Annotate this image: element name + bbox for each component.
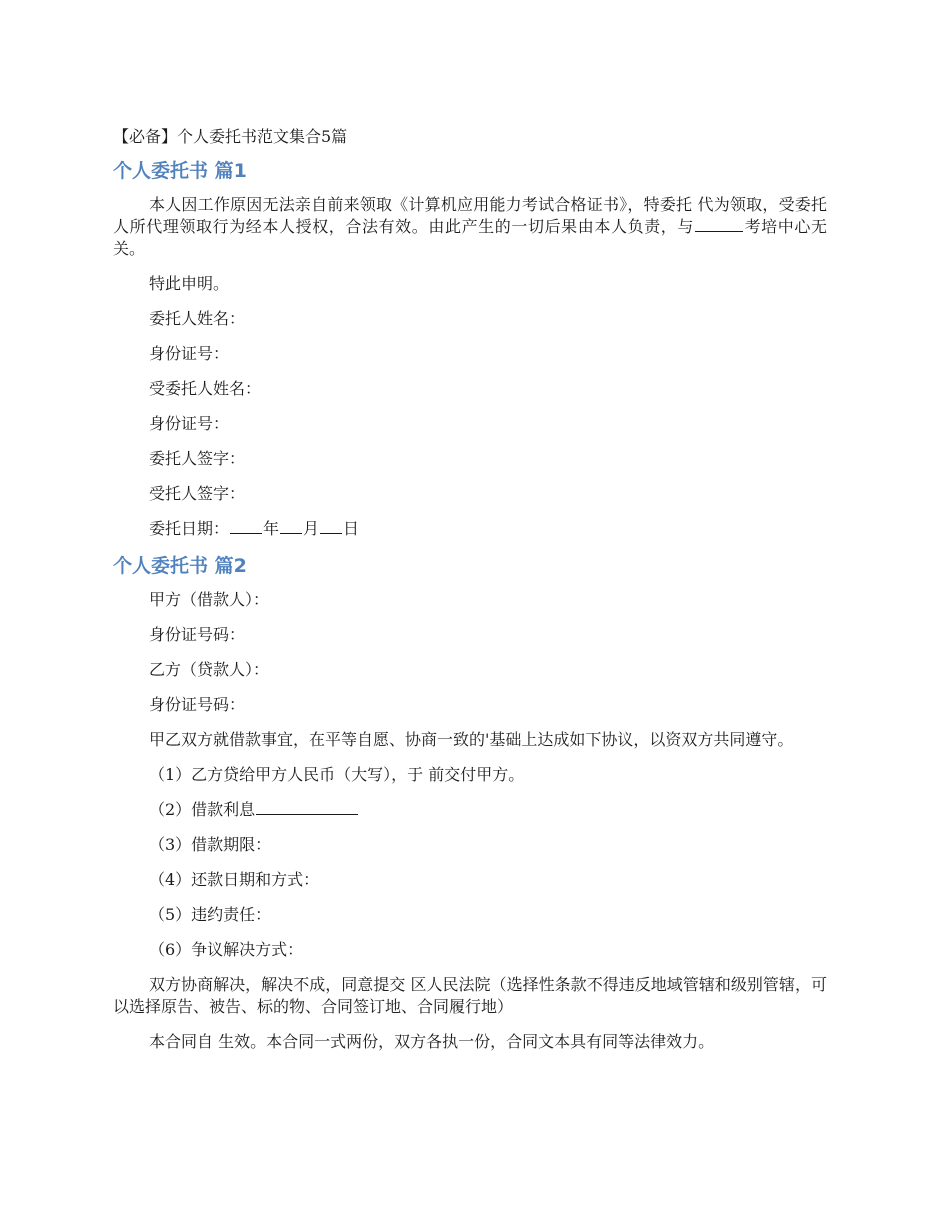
document-title: 【必备】个人委托书范文集合5篇 xyxy=(113,127,348,146)
authorization-text-end: 考培中心无关。 xyxy=(113,217,827,258)
agent-name-line: 受委托人姓名： xyxy=(149,379,262,398)
blank-field xyxy=(695,216,743,232)
date-label: 委托日期： xyxy=(149,519,230,538)
section-heading-2: 个人委托书 篇2 xyxy=(113,555,247,577)
clause-1: （1）乙方贷给甲方人民币（大写），于 前交付甲方。 xyxy=(149,765,525,784)
clause-2 xyxy=(113,799,827,821)
dispute-paragraph: 双方协商解决，解决不成，同意提交 区人民法院（选择性条款不得违反地域管辖和级别管辖，可以选择原告、被告、标的物、合同签订地、合同履行地） xyxy=(113,975,827,1016)
month-blank xyxy=(280,518,302,534)
agreement-intro: 甲乙双方就借款事宜，在平等自愿、协商一致的'基础上达成如下协议，以资双方共同遵守。 xyxy=(149,730,794,749)
authorization-paragraph xyxy=(113,194,827,260)
clause-2-text: （2）借款利息 xyxy=(149,800,256,819)
section-heading-1: 个人委托书 篇1 xyxy=(113,160,247,182)
clause-4: （4）还款日期和方式： xyxy=(149,870,320,889)
clause-6: （6）争议解决方式： xyxy=(149,940,304,959)
party-a-id-line: 身份证号码： xyxy=(149,625,246,644)
day-blank xyxy=(320,518,342,534)
principal-name-line: 委托人姓名： xyxy=(149,309,246,328)
year-blank xyxy=(230,518,262,534)
authorization-text: 本人因工作原因无法亲自前来领取《计算机应用能力考试合格证书》，特委托 代为领取，受委托人所代理领取行为经本人授权，合法有效。由此产生的一切后果由本人负责，与 xyxy=(113,195,827,236)
party-b-line: 乙方（贷款人）： xyxy=(149,660,270,679)
month-label: 月 xyxy=(303,519,320,538)
day-label: 日 xyxy=(343,519,360,538)
party-a-line: 甲方（借款人）： xyxy=(149,590,270,609)
principal-signature-line: 委托人签字： xyxy=(149,449,246,468)
party-b-id-line: 身份证号码： xyxy=(149,695,246,714)
agent-signature-line: 受托人签字： xyxy=(149,484,246,503)
statement-line: 特此申明。 xyxy=(149,274,230,293)
year-label: 年 xyxy=(263,519,280,538)
clause-3: （3）借款期限： xyxy=(149,835,272,854)
date-line xyxy=(113,518,827,540)
principal-id-line: 身份证号： xyxy=(149,344,230,363)
effect-paragraph: 本合同自 生效。本合同一式两份，双方各执一份，合同文本具有同等法律效力。 xyxy=(149,1032,715,1051)
document-page xyxy=(113,126,827,1066)
agent-id-line: 身份证号： xyxy=(149,414,230,433)
clause-5: （5）违约责任： xyxy=(149,905,272,924)
interest-blank xyxy=(256,799,358,815)
